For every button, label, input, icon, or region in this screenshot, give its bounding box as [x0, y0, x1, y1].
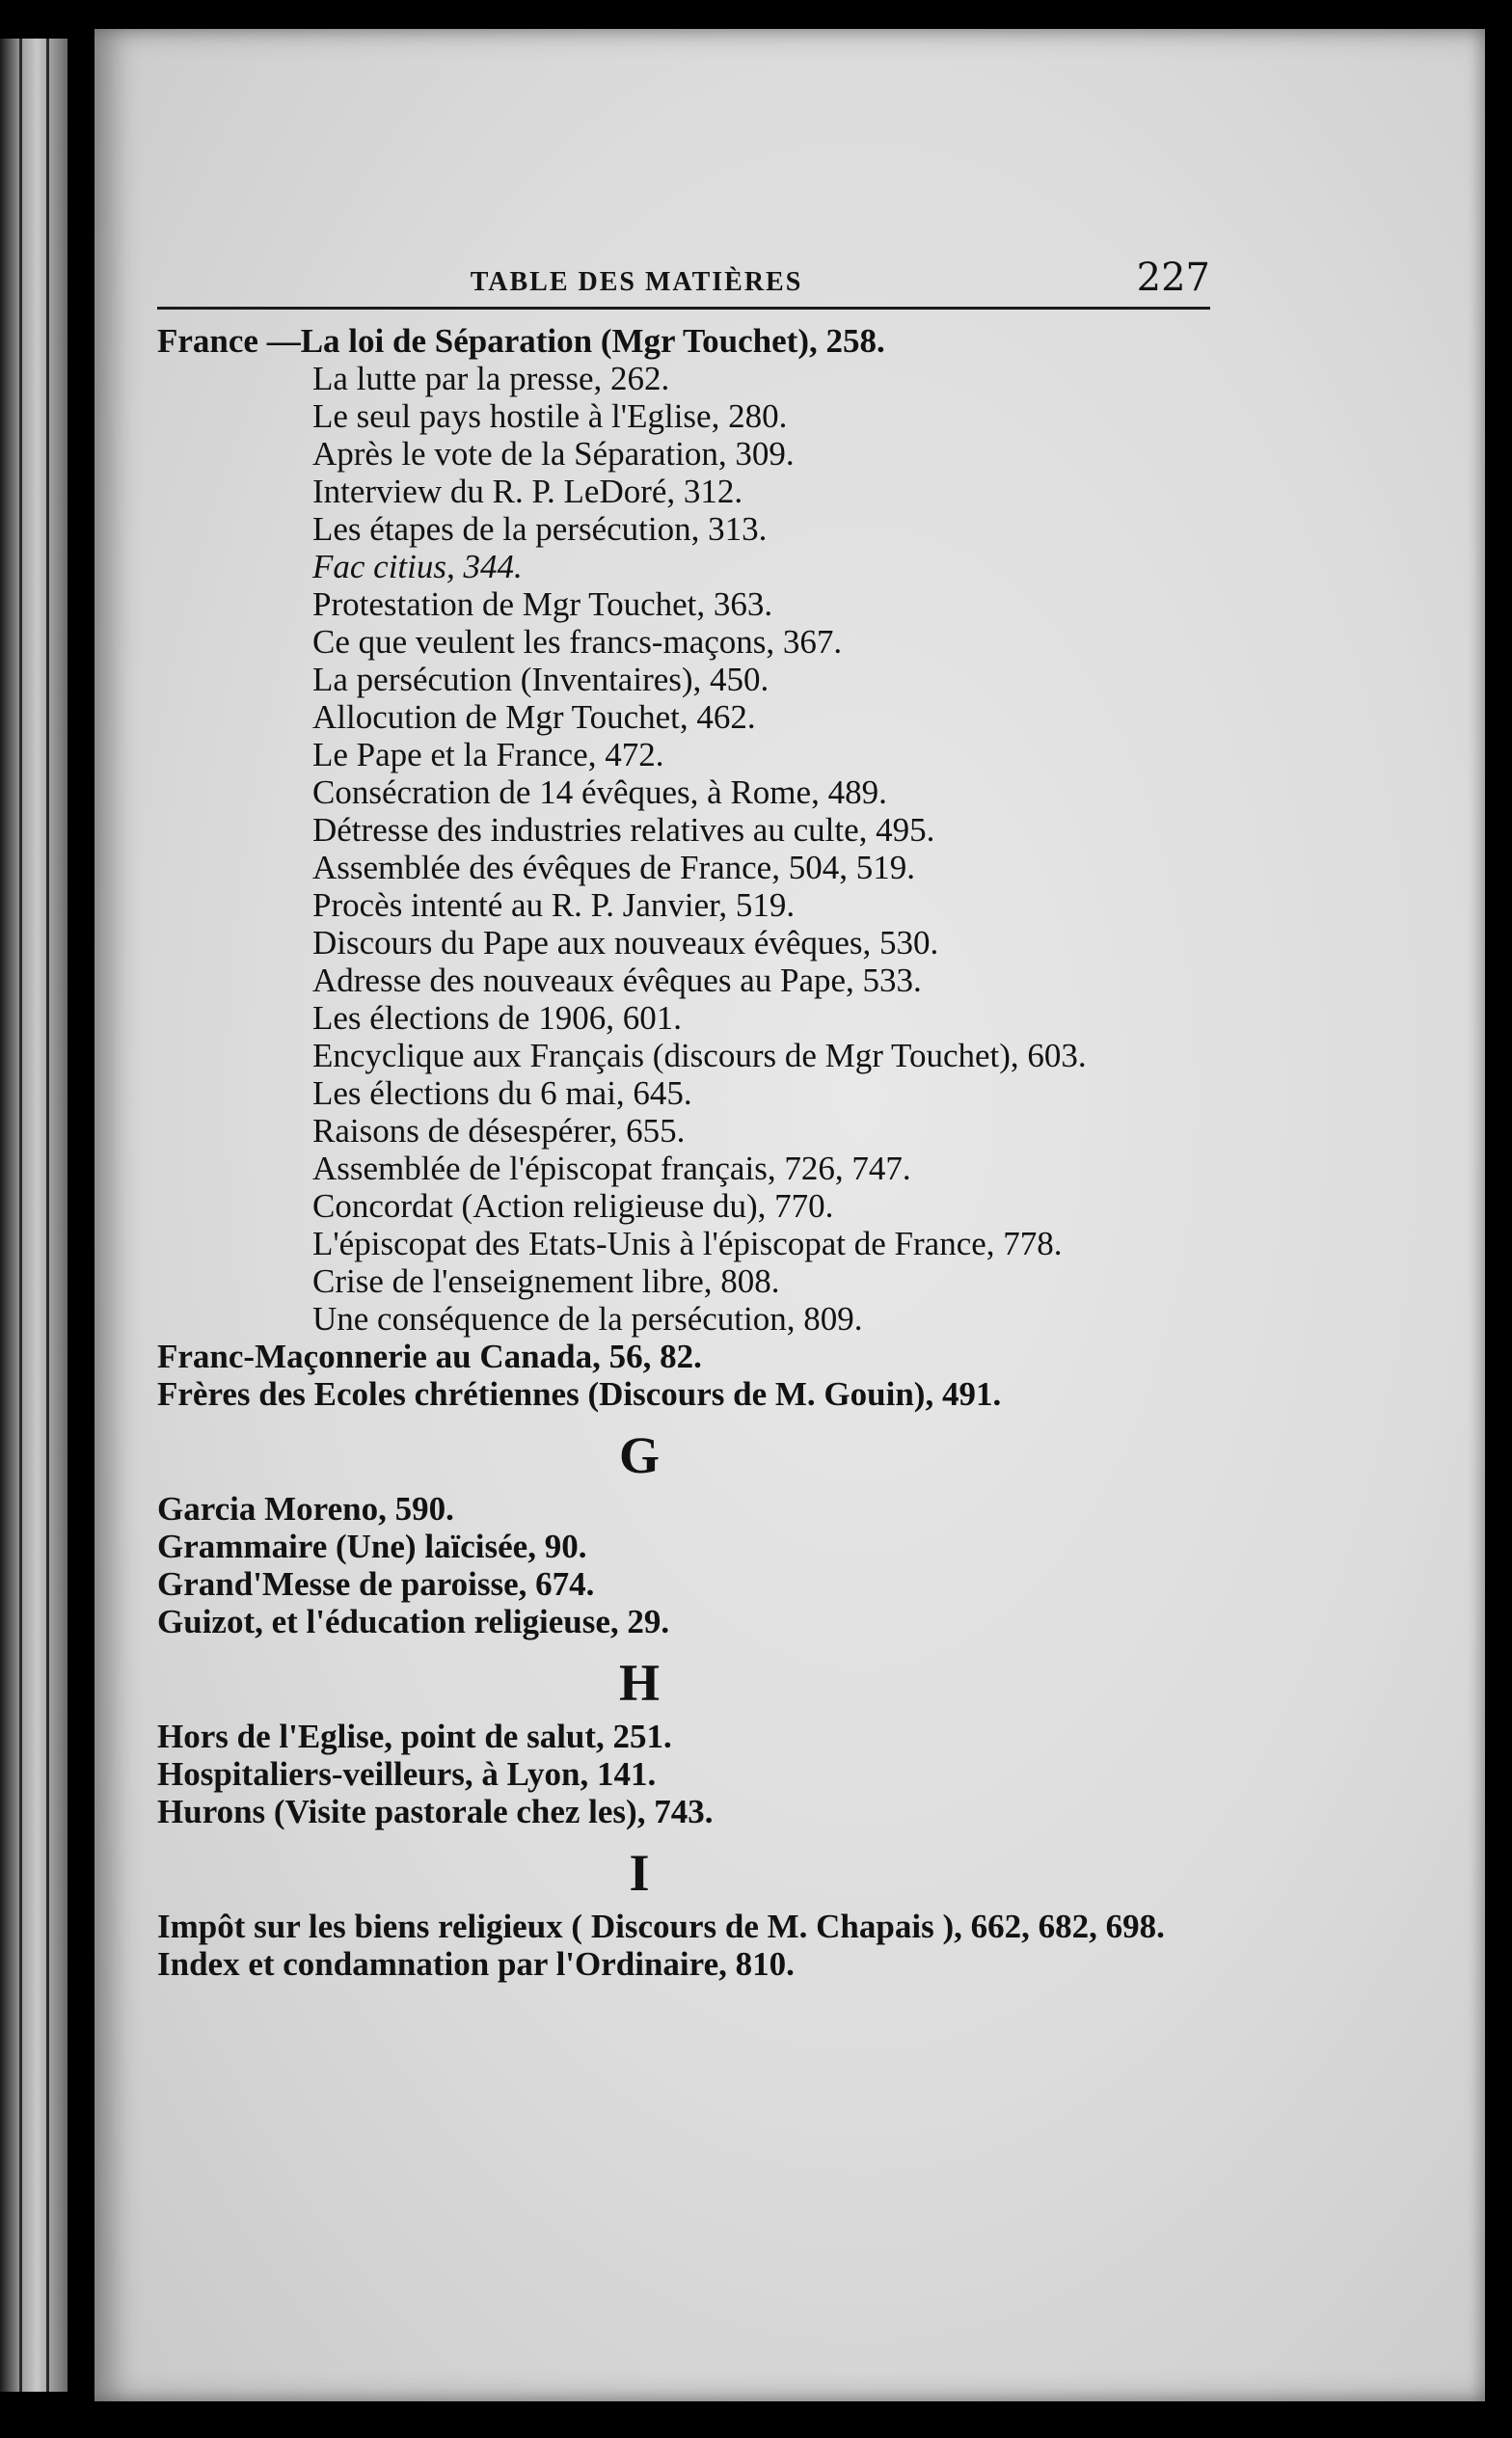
index-subentry: Les élections de 1906, 601.	[312, 999, 682, 1037]
index-entry: Grand'Messe de paroisse, 674.	[157, 1565, 595, 1603]
index-subentry: Discours du Pape aux nouveaux évêques, 530.	[312, 924, 939, 962]
index-subentry: Adresse des nouveaux évêques au Pape, 533.	[312, 962, 922, 999]
index-subentry: Allocution de Mgr Touchet, 462.	[312, 698, 756, 736]
index-subentry: La persécution (Inventaires), 450.	[312, 661, 770, 698]
entry-head: France —	[157, 322, 301, 360]
index-subentry: Encyclique aux Français (discours de Mgr Touchet), 603.	[312, 1037, 1087, 1074]
index-subentry: Interview du R. P. LeDoré, 312.	[312, 473, 743, 510]
index-entry: Index et condamnation par l'Ordinaire, 810.	[157, 1945, 795, 1983]
index-subentry: Concordat (Action religieuse du), 770.	[312, 1187, 834, 1225]
letter-heading-h: H	[618, 1654, 660, 1712]
index-entry-france	[157, 322, 1218, 360]
left-page-edge	[0, 39, 68, 2392]
index-entry: Hospitaliers-veilleurs, à Lyon, 141.	[157, 1755, 657, 1793]
index-subentry: Une conséquence de la persécution, 809.	[312, 1300, 863, 1338]
letter-heading-i: I	[629, 1844, 650, 1902]
header-rule	[157, 307, 1210, 310]
index-entry: Grammaire (Une) laïcisée, 90.	[157, 1528, 587, 1565]
running-title: TABLE DES MATIÈRES	[470, 267, 803, 297]
page-number: 227	[1136, 256, 1210, 300]
edge-line	[19, 39, 22, 2392]
index-subentry: Assemblée des évêques de France, 504, 519.	[312, 849, 915, 886]
index-entry: Franc-Maçonnerie au Canada, 56, 82.	[157, 1338, 702, 1375]
index-subentry: Détresse des industries relatives au culte, 495.	[312, 811, 935, 849]
index-subentry: Le seul pays hostile à l'Eglise, 280.	[312, 397, 788, 435]
index-subentry: Crise de l'enseignement libre, 808.	[312, 1262, 780, 1300]
index-entry: Guizot, et l'éducation religieuse, 29.	[157, 1603, 670, 1640]
edge-line	[46, 39, 49, 2392]
index-subentry: Fac citius, 344.	[312, 548, 523, 585]
index-subentry: Protestation de Mgr Touchet, 363.	[312, 585, 773, 623]
index-subentry: Les étapes de la persécution, 313.	[312, 510, 768, 548]
index-subentry: Ce que veulent les francs-maçons, 367.	[312, 623, 843, 661]
index-subentry: L'épiscopat des Etats-Unis à l'épiscopat de France, 778.	[312, 1225, 1063, 1262]
index-subentry: Après le vote de la Séparation, 309.	[312, 435, 795, 473]
letter-heading-g: G	[618, 1426, 660, 1484]
index-subentry: Raisons de désespérer, 655.	[312, 1112, 686, 1150]
index-entry: Frères des Ecoles chrétiennes (Discours de M. Gouin), 491.	[157, 1375, 1002, 1413]
index-entry: Garcia Moreno, 590.	[157, 1490, 454, 1528]
index-subentry: Assemblée de l'épiscopat français, 726, 747.	[312, 1150, 911, 1187]
index-subentry: Consécration de 14 évêques, à Rome, 489.	[312, 773, 887, 811]
index-subentry: Le Pape et la France, 472.	[312, 736, 664, 773]
page-header	[154, 246, 1210, 304]
index-subentry: Les élections du 6 mai, 645.	[312, 1074, 692, 1112]
index-entry: Hors de l'Eglise, point de salut, 251.	[157, 1718, 672, 1755]
index-entry: Impôt sur les biens religieux ( Discours de M. Chapais ), 662, 682, 698.	[157, 1908, 1165, 1945]
index-entry: Hurons (Visite pastorale chez les), 743.	[157, 1793, 714, 1830]
entry-text: La loi de Séparation (Mgr Touchet), 258.	[300, 322, 885, 360]
index-entries	[157, 322, 1218, 1983]
index-subentry: La lutte par la presse, 262.	[312, 360, 670, 397]
index-subentry: Procès intenté au R. P. Janvier, 519.	[312, 886, 796, 924]
